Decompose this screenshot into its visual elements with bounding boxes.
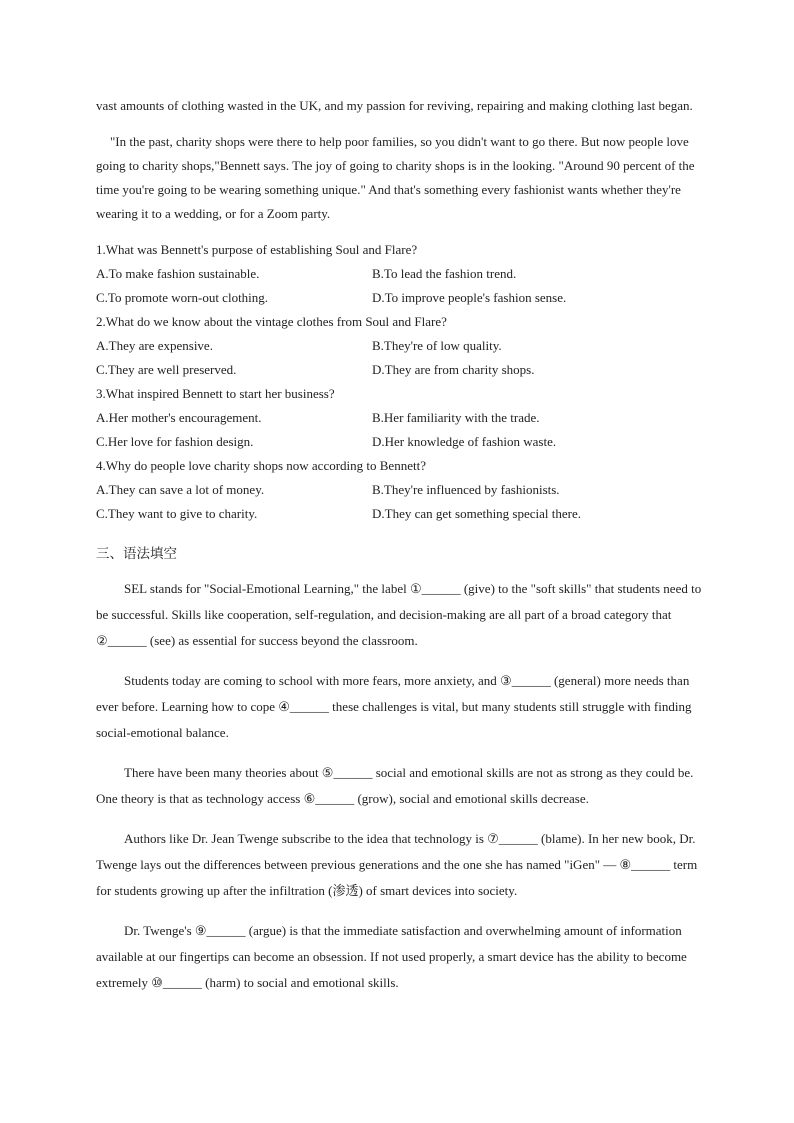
document-page (96, 94, 702, 1010)
question-stem: 2.What do we know about the vintage clothes from Soul and Flare? (96, 314, 447, 329)
option-a[interactable]: A.Her mother's encouragement. (96, 410, 262, 425)
options-grid (96, 262, 702, 310)
options-grid (96, 478, 702, 526)
reading-paragraph: vast amounts of clothing wasted in the UK, and my passion for reviving, repairing and making clothing last began. (96, 98, 693, 113)
options-grid (96, 406, 702, 454)
option-c[interactable]: C.Her love for fashion design. (96, 434, 254, 449)
question-stem: 4.Why do people love charity shops now according to Bennett? (96, 458, 426, 473)
reading-paragraph: "In the past, charity shops were there to help poor families, so you didn't want to go there. But now people love going to charity shops,"Bennett says. The joy of going to charity shops is in the looking. "Around 90 percent of the time you're going to be wearing something unique." And that's something every fashionist wants whether they're wearing it to a wedding, or for a Zoom party. (96, 134, 695, 221)
question-stem: 3.What inspired Bennett to start her business? (96, 386, 335, 401)
option-a[interactable]: A.They are expensive. (96, 338, 213, 353)
option-d[interactable]: D.Her knowledge of fashion waste. (372, 434, 557, 449)
option-a[interactable]: A.To make fashion sustainable. (96, 266, 260, 281)
option-c[interactable]: C.They want to give to charity. (96, 506, 258, 521)
grammar-paragraph: SEL stands for "Social-Emotional Learning," the label ①______ (give) to the "soft skills" that students need to be successful. Skills like cooperation, self-regulation, and decision-making are all part of a broad category that ②______ (see) as essential for success beyond the classroom. (96, 581, 702, 648)
options-grid (96, 334, 702, 382)
section-title: 三、语法填空 (96, 546, 177, 562)
question-block (96, 238, 702, 310)
option-c[interactable]: C.To promote worn-out clothing. (96, 290, 269, 305)
question-stem: 1.What was Bennett's purpose of establishing Soul and Flare? (96, 242, 418, 257)
option-c[interactable]: C.They are well preserved. (96, 362, 237, 377)
question-block (96, 454, 702, 526)
option-b[interactable]: B.They're influenced by fashionists. (372, 482, 560, 497)
option-b[interactable]: B.To lead the fashion trend. (372, 266, 517, 281)
option-b[interactable]: B.Her familiarity with the trade. (372, 410, 540, 425)
grammar-paragraph: Dr. Twenge's ⑨______ (argue) is that the immediate satisfaction and overwhelming amount of information available at our fingertips can become an obsession. If not used properly, a smart device has the ability to become extremely ⑩______ (harm) to social and emotional skills. (96, 923, 687, 990)
option-d[interactable]: D.They can get something special there. (372, 506, 582, 521)
question-block (96, 382, 702, 454)
grammar-paragraph: Authors like Dr. Jean Twenge subscribe to the idea that technology is ⑦______ (blame). In her new book, Dr. Twenge lays out the differences between previous generations and the one she has named "iGen" — ⑧______ term for students growing up after the infiltration (渗透) of smart devices into society. (96, 831, 698, 898)
question-block (96, 310, 702, 382)
grammar-paragraph: Students today are coming to school with more fears, more anxiety, and ③______ (general) more needs than ever before. Learning how to cope ④______ these challenges is vital, but many students still struggle with finding social-emotional balance. (96, 673, 692, 740)
option-d[interactable]: D.To improve people's fashion sense. (372, 290, 567, 305)
option-d[interactable]: D.They are from charity shops. (372, 362, 535, 377)
option-b[interactable]: B.They're of low quality. (372, 338, 502, 353)
grammar-paragraph: There have been many theories about ⑤______ social and emotional skills are not as strong as they could be. One theory is that as technology access ⑥______ (grow), social and emotional skills decrease. (96, 765, 694, 806)
option-a[interactable]: A.They can save a lot of money. (96, 482, 265, 497)
